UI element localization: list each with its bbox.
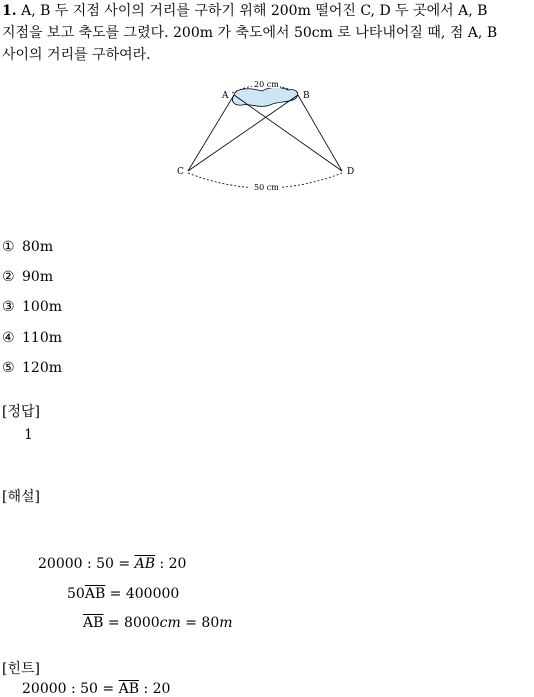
scale-drawing-figure <box>170 75 370 200</box>
choice-2-text: 90m <box>22 269 54 285</box>
answer-label: [정답] <box>2 404 40 420</box>
choice-5-mark: ⑤ <box>2 360 15 376</box>
choice-3[interactable] <box>2 298 62 316</box>
label-a: A <box>222 91 229 101</box>
hint-eq-ab: $\overline{AB}$ <box>118 681 140 697</box>
choice-2-mark: ② <box>2 269 15 285</box>
bottom-length-label: 50 cm <box>254 183 279 192</box>
explanation-label: [해설] <box>2 489 40 505</box>
hint-label: [힌트] <box>2 661 40 677</box>
line-b-c <box>188 95 298 171</box>
label-d: D <box>347 167 355 177</box>
eq1-ab: $\overline{AB}$ <box>134 556 156 572</box>
eq3-eq: = 8000 <box>103 615 160 631</box>
question-text-3: 사이의 거리를 구하여라. <box>2 47 151 63</box>
question-text-1: A, B 두 지점 사이의 거리를 구하기 위해 200m 떨어진 C, D 두 곳에서 A, B <box>21 3 488 19</box>
answer-value: 1 <box>24 427 33 443</box>
eq3-eq2: = 80 <box>180 615 220 631</box>
choice-3-mark: ③ <box>2 299 15 315</box>
choice-4[interactable] <box>2 329 62 347</box>
choice-1-text: 80m <box>22 239 54 255</box>
eq3-m: m <box>219 615 233 631</box>
eq2-left: 50 <box>67 586 85 602</box>
hint-eq <box>22 681 170 697</box>
label-c: C <box>177 167 184 177</box>
choice-1[interactable] <box>2 238 53 256</box>
choice-3-text: 100m <box>22 299 62 315</box>
question-text-2: 지점을 보고 축도를 그렸다. 200m 가 축도에서 50cm 로 나타내어질 때, 점 A, B <box>2 25 498 41</box>
hint-eq-left: 20000 : 50 = <box>22 681 119 697</box>
eq1-left: 20000 : 50 = <box>38 556 135 572</box>
choice-4-text: 110m <box>22 330 62 346</box>
eq2-ab: $\overline{AB}$ <box>84 586 106 602</box>
choice-4-mark: ④ <box>2 330 15 346</box>
eq2-right: = 400000 <box>105 586 180 602</box>
eq3-cm: cm <box>159 615 181 631</box>
question-line-2 <box>2 23 497 43</box>
choice-5-text: 120m <box>22 360 62 376</box>
explanation-eq-1 <box>38 556 186 572</box>
line-a-d <box>234 95 342 171</box>
question-number: 1. <box>2 3 17 19</box>
question-line-3 <box>2 45 151 65</box>
eq3-ab: $\overline{AB}$ <box>83 615 104 631</box>
choice-1-mark: ① <box>2 239 15 255</box>
choice-2[interactable] <box>2 268 53 286</box>
choice-5[interactable] <box>2 359 62 377</box>
line-a-c <box>188 95 234 171</box>
top-length-label: 20 cm <box>254 80 279 89</box>
explanation-eq-3 <box>83 615 233 631</box>
question-line-1 <box>2 1 487 21</box>
eq1-right: : 20 <box>155 556 187 572</box>
lake-shape <box>232 88 297 107</box>
label-b: B <box>303 91 310 101</box>
line-b-d <box>298 95 342 171</box>
hint-eq-right: : 20 <box>139 681 171 697</box>
explanation-eq-2 <box>67 586 179 602</box>
